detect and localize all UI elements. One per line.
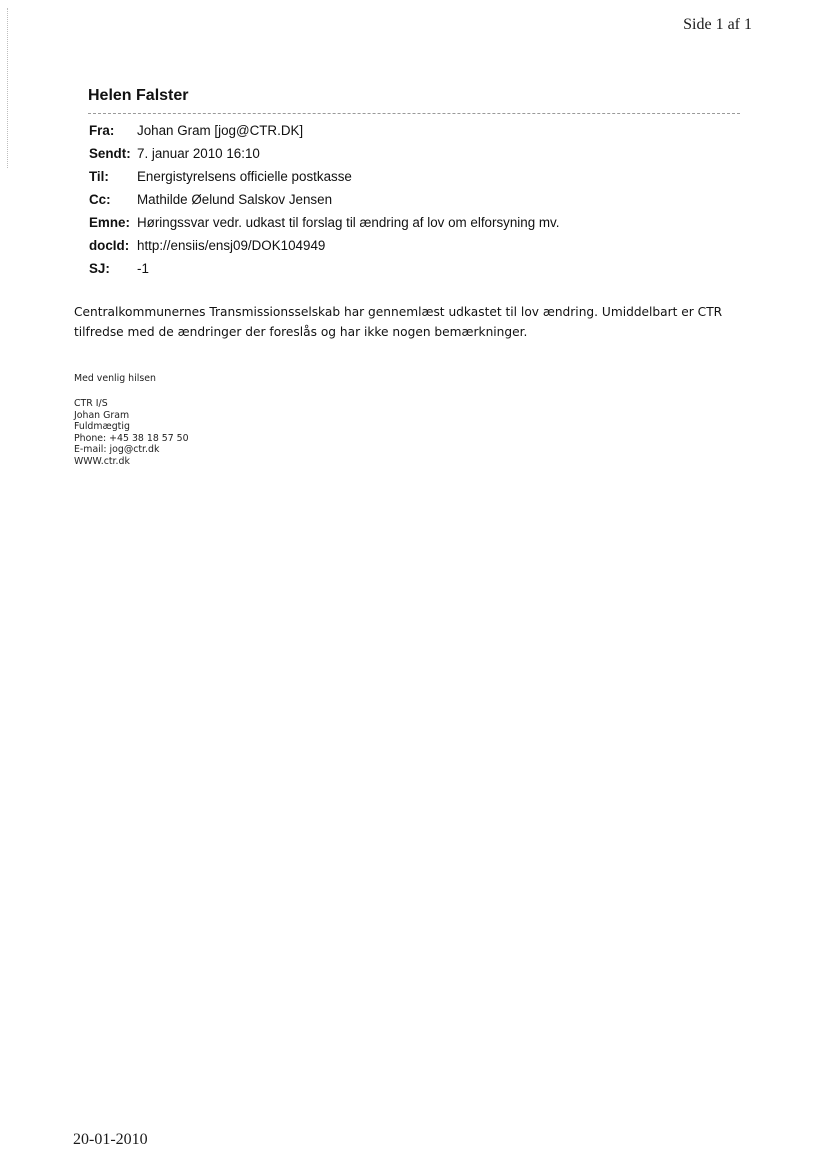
header-row-cc (89, 192, 559, 215)
header-row-from (89, 123, 559, 146)
signature-phone: Phone: +45 38 18 57 50 (74, 432, 189, 444)
signature-title: Fuldmægtig (74, 421, 130, 433)
header-value-from: Johan Gram [jog@CTR.DK] (137, 123, 304, 138)
header-label: SJ: (89, 261, 110, 276)
print-date: 20-01-2010 (73, 1131, 148, 1148)
header-value-to: Energistyrelsens officielle postkasse (137, 169, 352, 184)
header-value-subject: Høringssvar vedr. udkast til forslag til ændring af lov om elforsyning mv. (137, 215, 560, 230)
signature-name: Johan Gram (74, 409, 130, 421)
email-headers (89, 123, 559, 284)
header-label: Sendt: (89, 146, 131, 161)
signature-email: E-mail: jog@ctr.dk (74, 444, 160, 456)
header-row-sj (89, 261, 559, 284)
header-divider (88, 113, 740, 114)
body-line: Centralkommunernes Transmissionsselskab har gennemlæst udkastet til lov ændring. Umiddelbart er CTR (74, 305, 723, 319)
header-row-subject (89, 215, 559, 238)
header-value-sj: -1 (137, 261, 149, 276)
header-row-to (89, 169, 559, 192)
signature-company: CTR I/S (74, 398, 108, 409)
signature-block (74, 398, 189, 468)
header-value-cc: Mathilde Øelund Salskov Jensen (137, 192, 333, 207)
header-row-sent (89, 146, 559, 169)
email-body (74, 302, 754, 342)
header-label: Fra: (89, 123, 115, 138)
mailbox-owner-name: Helen Falster (88, 87, 189, 104)
header-value-docid: http://ensiis/ensj09/DOK104949 (137, 238, 326, 253)
header-label: Til: (89, 169, 109, 184)
header-label: Emne: (89, 215, 130, 230)
closing-greeting: Med venlig hilsen (74, 373, 156, 384)
scan-edge-line (7, 8, 8, 168)
header-label: docId: (89, 238, 130, 253)
body-line: tilfredse med de ændringer der foreslås og har ikke nogen bemærkninger. (74, 325, 528, 339)
header-row-docid (89, 238, 559, 261)
header-label: Cc: (89, 192, 111, 207)
header-value-sent: 7. januar 2010 16:10 (137, 146, 260, 161)
signature-website: WWW.ctr.dk (74, 455, 130, 467)
page-number: Side 1 af 1 (683, 16, 752, 33)
